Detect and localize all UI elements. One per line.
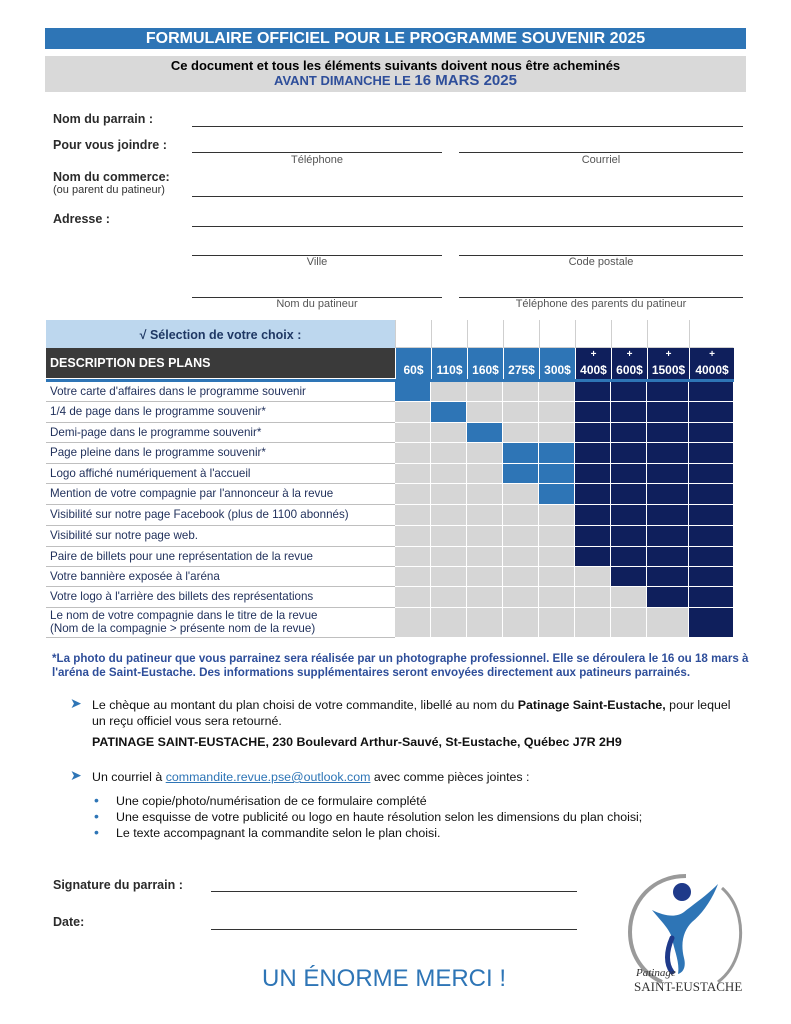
address-field[interactable]	[192, 226, 743, 227]
plan-feature-label: Mention de votre compagnie par l'annonceur à la revue	[50, 487, 334, 500]
plan-cell-excluded	[395, 505, 431, 526]
plan-cell-excluded	[575, 587, 611, 608]
plan-cell-included	[689, 505, 734, 526]
postal-code-caption: Code postale	[568, 256, 634, 268]
plan-cell-included	[575, 382, 611, 402]
plan-cell-excluded	[395, 402, 431, 423]
plan-cell-excluded	[431, 464, 467, 484]
plan-cell-excluded	[467, 526, 503, 547]
plan-cell-excluded	[539, 402, 575, 423]
price-plus-sign	[540, 348, 575, 362]
price-plus-sign	[468, 348, 503, 362]
signature-label: Signature du parrain :	[53, 878, 183, 892]
plan-cell-included	[647, 505, 689, 526]
plan-feature-row	[46, 443, 395, 464]
price-header-8	[647, 348, 689, 379]
plan-cell-included	[467, 423, 503, 443]
plan-cell-included	[647, 526, 689, 547]
plan-cell-included	[611, 547, 647, 567]
plan-cell-excluded	[539, 505, 575, 526]
plan-cell-excluded	[467, 382, 503, 402]
plan-cell-excluded	[611, 608, 647, 638]
plan-cell-excluded	[395, 443, 431, 464]
email-field[interactable]	[459, 152, 743, 153]
plan-cell-included	[575, 423, 611, 443]
plan-cell-included	[503, 443, 539, 464]
plan-cell-included	[647, 443, 689, 464]
business-name-label: Nom du commerce:	[53, 170, 170, 184]
contact-label: Pour vous joindre :	[53, 138, 167, 152]
plan-cell-included	[689, 567, 734, 587]
plan-cell-excluded	[503, 484, 539, 505]
selection-checkbox-7[interactable]	[611, 320, 647, 348]
plan-feature-label: Votre bannière exposée à l'aréna	[50, 570, 220, 583]
plan-cell-included	[611, 567, 647, 587]
plan-cell-excluded	[539, 526, 575, 547]
plan-cell-excluded	[467, 464, 503, 484]
price-label: 4000$	[695, 363, 729, 377]
arrow-icon: ➤	[70, 767, 82, 783]
price-plus-sign: +	[665, 349, 672, 360]
price-plus-sign: +	[626, 349, 633, 360]
plan-cell-excluded	[575, 567, 611, 587]
plan-cell-excluded	[431, 608, 467, 638]
plan-cell-excluded	[503, 505, 539, 526]
plan-cell-excluded	[503, 382, 539, 402]
plan-cell-excluded	[539, 567, 575, 587]
plan-feature-row	[46, 382, 395, 402]
selection-checkbox-4[interactable]	[503, 320, 539, 348]
selection-checkbox-9[interactable]	[689, 320, 734, 348]
plan-cell-excluded	[395, 526, 431, 547]
plan-cell-included	[689, 464, 734, 484]
plan-cell-excluded	[539, 587, 575, 608]
plan-cell-excluded	[503, 526, 539, 547]
plan-cell-included	[689, 547, 734, 567]
plan-cell-excluded	[395, 608, 431, 638]
plan-cell-included	[647, 484, 689, 505]
city-caption: Ville	[306, 256, 328, 268]
sponsor-name-label: Nom du parrain :	[53, 112, 154, 126]
plan-feature-row	[46, 608, 395, 638]
price-plus-sign	[504, 348, 539, 362]
plan-feature-row	[46, 423, 395, 443]
plan-cell-excluded	[467, 402, 503, 423]
plan-cell-included	[395, 382, 431, 402]
plan-cell-excluded	[431, 587, 467, 608]
date-field[interactable]	[211, 929, 577, 930]
plan-cell-included	[689, 608, 734, 638]
date-label: Date:	[53, 915, 85, 929]
plan-cell-included	[647, 402, 689, 423]
selection-checkbox-2[interactable]	[431, 320, 467, 348]
email-instruction	[92, 769, 530, 785]
plan-cell-excluded	[431, 547, 467, 567]
plan-cell-excluded	[467, 443, 503, 464]
plan-cell-excluded	[503, 587, 539, 608]
form-title: FORMULAIRE OFFICIEL POUR LE PROGRAMME SOUVENIR 2025	[45, 28, 746, 49]
cheque-payee: Patinage Saint-Eustache,	[517, 698, 666, 712]
price-label: 400$	[580, 363, 607, 377]
plan-cell-excluded	[395, 423, 431, 443]
plan-cell-included	[689, 402, 734, 423]
plan-cell-excluded	[395, 484, 431, 505]
plan-cell-excluded	[395, 547, 431, 567]
plan-cell-excluded	[431, 484, 467, 505]
skater-name-caption: Nom du patineur	[276, 298, 358, 310]
notice-line-1: Ce document et tous les éléments suivants doivent nous être acheminés	[170, 58, 621, 73]
plan-cell-included	[611, 443, 647, 464]
signature-field[interactable]	[211, 891, 577, 892]
plan-cell-excluded	[431, 423, 467, 443]
plan-cell-excluded	[467, 484, 503, 505]
address-label: Adresse :	[53, 212, 110, 226]
plan-feature-row	[46, 526, 395, 547]
email-caption: Courriel	[581, 154, 621, 166]
notice-deadline-prefix: AVANT DIMANCHE LE	[274, 73, 415, 88]
arrow-icon: ➤	[70, 695, 82, 711]
phone-field[interactable]	[192, 152, 442, 153]
plan-cell-included	[647, 547, 689, 567]
price-header-9	[689, 348, 734, 379]
price-plus-sign: +	[709, 349, 715, 360]
deadline-notice	[45, 56, 746, 92]
plan-feature-row	[46, 402, 395, 423]
plan-cell-excluded	[431, 567, 467, 587]
plan-cell-included	[575, 464, 611, 484]
plan-cell-included	[611, 464, 647, 484]
price-header-3	[467, 348, 503, 379]
plan-cell-included	[575, 526, 611, 547]
plan-cell-excluded	[467, 587, 503, 608]
selection-checkbox-8[interactable]	[647, 320, 689, 348]
plan-cell-included	[611, 402, 647, 423]
mailing-address: PATINAGE SAINT-EUSTACHE, 230 Boulevard Arthur-Sauvé, St-Eustache, Québec J7R 2H9	[92, 735, 622, 749]
plan-feature-label: Demi-page dans le programme souvenir*	[50, 426, 262, 439]
price-header-4	[503, 348, 539, 379]
plan-cell-excluded	[503, 547, 539, 567]
attachment-item: • Le texte accompagnant la commandite selon le plan choisi.	[116, 826, 440, 840]
plan-cell-excluded	[395, 464, 431, 484]
plan-cell-included	[575, 505, 611, 526]
plan-feature-label: Paire de billets pour une représentation de la revue	[50, 550, 313, 563]
plan-cell-excluded	[611, 587, 647, 608]
plan-cell-included	[611, 484, 647, 505]
plan-cell-excluded	[431, 382, 467, 402]
price-header-2	[431, 348, 467, 379]
plan-cell-included	[503, 464, 539, 484]
price-label: 60$	[403, 363, 424, 377]
price-plus-sign: +	[590, 349, 597, 360]
price-label: 300$	[544, 363, 571, 377]
photo-footnote: *La photo du patineur que vous parrainez sera réalisée par un photographe professionnel. Elle se déroulera le 16 ou 18 mars à l'aréna de Saint-Eustache. Des informations supplémentaires seront envoyées directement aux patineurs parrainés.	[52, 652, 749, 679]
plan-feature-label: Page pleine dans le programme souvenir*	[50, 446, 266, 459]
plan-cell-included	[647, 587, 689, 608]
plan-cell-included	[689, 423, 734, 443]
business-name-field[interactable]	[192, 196, 743, 197]
plan-cell-included	[647, 423, 689, 443]
plan-feature-label: Le nom de votre compagnie dans le titre de la revue	[50, 609, 318, 622]
price-label: 110$	[436, 363, 463, 377]
phone-caption: Téléphone	[291, 154, 343, 166]
plan-cell-included	[611, 505, 647, 526]
cheque-text-2: pour lequel un reçu officiel vous sera retourné.	[92, 698, 731, 728]
plan-cell-excluded	[539, 423, 575, 443]
plan-cell-included	[647, 567, 689, 587]
price-header-5	[539, 348, 575, 379]
plan-feature-row	[46, 505, 395, 526]
plan-cell-included	[575, 484, 611, 505]
price-label: 275$	[508, 363, 535, 377]
plan-feature-row	[46, 484, 395, 505]
plan-cell-included	[689, 526, 734, 547]
plan-cell-excluded	[503, 608, 539, 638]
sponsor-name-field[interactable]	[192, 126, 743, 127]
email-link[interactable]: commandite.revue.pse@outlook.com	[165, 770, 371, 784]
price-label: 1500$	[651, 363, 686, 377]
plan-cell-included	[539, 464, 575, 484]
plan-cell-included	[575, 402, 611, 423]
plan-cell-excluded	[647, 608, 689, 638]
plan-cell-included	[689, 484, 734, 505]
plan-cell-included	[575, 547, 611, 567]
plan-cell-included	[539, 443, 575, 464]
plan-cell-excluded	[431, 526, 467, 547]
attachment-item: • Une esquisse de votre publicité ou logo en haute résolution selon les dimensions du plan choisi;	[116, 810, 642, 824]
plan-cell-included	[689, 382, 734, 402]
selection-checkbox-6[interactable]	[575, 320, 611, 348]
plan-cell-excluded	[467, 567, 503, 587]
plan-cell-excluded	[395, 587, 431, 608]
business-name-sublabel: (ou parent du patineur)	[53, 184, 165, 196]
plan-cell-included	[689, 443, 734, 464]
plan-cell-included	[575, 443, 611, 464]
plan-cell-included	[431, 402, 467, 423]
plan-feature-label: Votre logo à l'arrière des billets des représentations	[50, 590, 314, 603]
plan-cell-excluded	[467, 505, 503, 526]
plan-cell-excluded	[539, 608, 575, 638]
plan-cell-excluded	[503, 423, 539, 443]
plan-cell-excluded	[539, 382, 575, 402]
notice-deadline-date: 16 MARS 2025	[414, 72, 517, 89]
plan-cell-excluded	[503, 567, 539, 587]
selection-checkbox-1[interactable]	[395, 320, 431, 348]
price-label: 160$	[472, 363, 499, 377]
plan-cell-excluded	[431, 505, 467, 526]
plan-feature-label: Votre carte d'affaires dans le programme souvenir	[50, 385, 306, 398]
selection-checkbox-3[interactable]	[467, 320, 503, 348]
plan-feature-label: 1/4 de page dans le programme souvenir*	[50, 405, 266, 418]
plan-cell-included	[611, 423, 647, 443]
plan-feature-label: Visibilité sur notre page Facebook (plus de 1100 abonnés)	[50, 508, 349, 521]
plan-cell-included	[611, 526, 647, 547]
email-text-1: Un courriel à	[92, 770, 166, 784]
plan-feature-row	[46, 567, 395, 587]
plan-cell-excluded	[467, 608, 503, 638]
price-plus-sign	[396, 348, 431, 362]
logo-text-line2: SAINT-EUSTACHE	[634, 979, 743, 994]
price-plus-sign	[432, 348, 467, 362]
plan-cell-excluded	[431, 443, 467, 464]
plan-cell-excluded	[395, 567, 431, 587]
plan-feature-row	[46, 464, 395, 484]
price-header-1	[395, 348, 431, 379]
plan-cell-excluded	[503, 402, 539, 423]
price-header-6	[575, 348, 611, 379]
plan-feature-label-detail: (Nom de la compagnie > présente nom de la revue)	[50, 622, 316, 635]
plans-table	[46, 320, 734, 638]
club-logo	[622, 868, 750, 996]
plan-cell-included	[689, 587, 734, 608]
selection-checkbox-5[interactable]	[539, 320, 575, 348]
plan-feature-row	[46, 547, 395, 567]
plan-cell-excluded	[575, 608, 611, 638]
plan-cell-included	[539, 484, 575, 505]
description-header: DESCRIPTION DES PLANS	[46, 348, 395, 378]
logo-text-line1: Patinage	[636, 967, 676, 979]
plan-feature-row	[46, 587, 395, 608]
plan-feature-label: Visibilité sur notre page web.	[50, 529, 199, 542]
plan-cell-excluded	[467, 547, 503, 567]
price-header-7	[611, 348, 647, 379]
plan-cell-excluded	[539, 547, 575, 567]
plan-cell-included	[647, 382, 689, 402]
plan-feature-label: Logo affiché numériquement à l'accueil	[50, 467, 251, 480]
price-label: 600$	[616, 363, 643, 377]
parent-phone-caption: Téléphone des parents du patineur	[515, 298, 687, 310]
plan-cell-included	[647, 464, 689, 484]
email-text-2: avec comme pièces jointes :	[370, 770, 530, 784]
notice-line-2	[45, 73, 746, 89]
attachment-item: • Une copie/photo/numérisation de ce formulaire complété	[116, 794, 427, 808]
plan-cell-included	[611, 382, 647, 402]
thank-you-message: UN ÉNORME MERCI !	[262, 965, 507, 992]
selection-header: √ Sélection de votre choix :	[46, 320, 395, 348]
cheque-instruction	[92, 697, 732, 729]
cheque-text-1: Le chèque au montant du plan choisi de votre commandite, libellé au nom du	[92, 698, 518, 712]
